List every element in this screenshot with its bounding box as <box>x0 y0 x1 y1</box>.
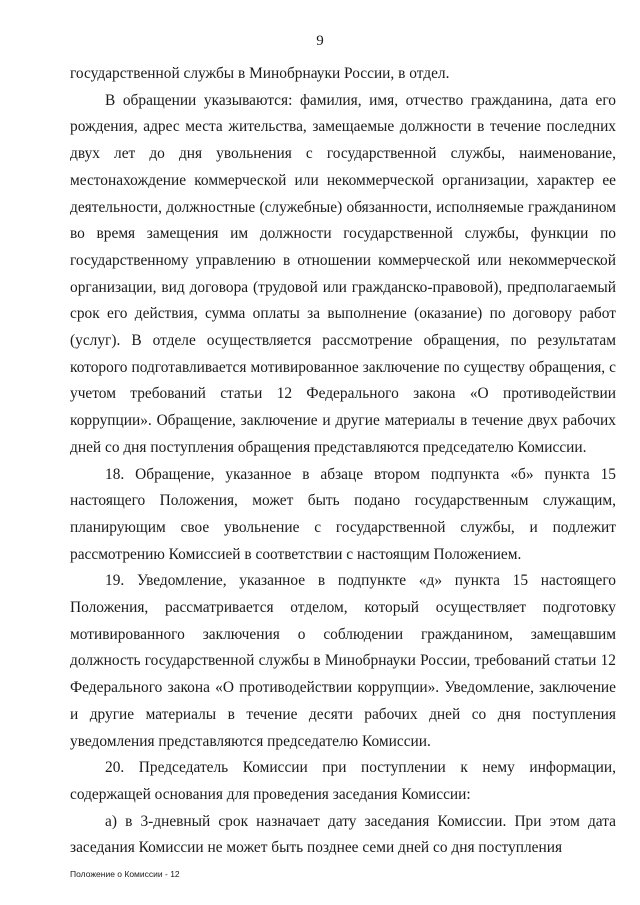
paragraph-2: В обращении указываются: фамилия, имя, отчество гражданина, дата его рождения, адрес места жительства, замещаемые должности в течение последних двух лет до дня увольнения с государственной службы, наименование, местонахождение коммерческой или некоммерческой организации, характер ее деятельности, должностные (служебные) обязанности, исполняемые гражданином во время замещения им должности государственной службы, функции по государственному управлению в отношении коммерческой или некоммерческой организации, вид договора (трудовой или гражданско-правовой), предполагаемый срок его действия, сумма оплаты за выполнение (оказание) по договору работ (услуг). В отделе осуществляется рассмотрение обращения, по результатам которого подготавливается мотивированное заключение по существу обращения, с учетом требований статьи 12 Федерального закона «О противодействии коррупции». Обращение, заключение и другие материалы в течение двух рабочих дней со дня поступления обращения представляются председателю Комиссии. <box>70 91 616 456</box>
document-body <box>70 61 616 862</box>
paragraph-5: 20. Председатель Комиссии при поступлении к нему информации, содержащей основания для проведения заседания Комиссии: <box>70 759 616 803</box>
paragraph-3: 18. Обращение, указанное в абзаце втором подпункта «б» пункта 15 настоящего Положения, может быть подано государственным служащим, планирующим свое увольнение с государственной службы, и подлежит рассмотрению Комиссией в соответствии с настоящим Положением. <box>70 465 616 563</box>
paragraph-4: 19. Уведомление, указанное в подпункте «д» пункта 15 настоящего Положения, рассматривается отделом, который осуществляет подготовку мотивированного заключения о соблюдении гражданином, замещавшим должность государственной службы в Минобрнауки России, требований статьи 12 Федерального закона «О противодействии коррупции». Уведомление, заключение и другие материалы в течение десяти рабочих дней со дня поступления уведомления представляются председателю Комиссии. <box>70 572 616 750</box>
paragraph-6: а) в 3-дневный срок назначает дату заседания Комиссии. При этом дата заседания Комиссии не может быть позднее семи дней со дня поступления <box>70 812 616 857</box>
page-number: 9 <box>316 33 324 49</box>
paragraph-1: государственной службы в Минобрнауки России, в отдел. <box>70 65 450 82</box>
page-footer: Положение о Комиссии - 12 <box>70 869 180 879</box>
